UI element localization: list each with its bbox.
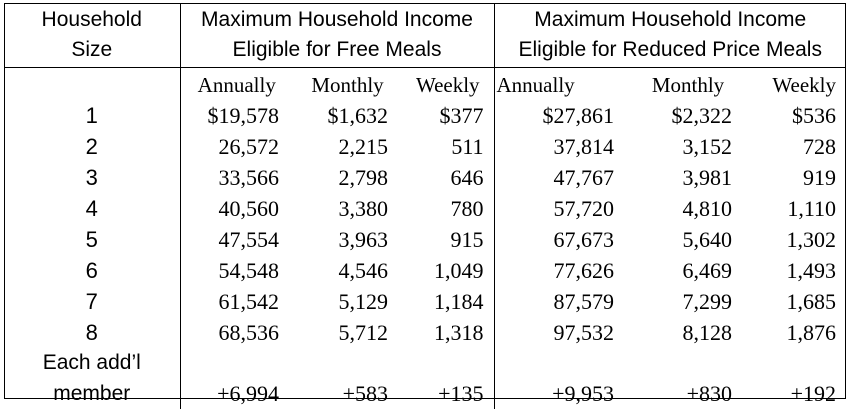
additional-member-row — [4, 378, 846, 409]
reduced-annual-cell: 97,532 — [494, 317, 630, 348]
free-annually-header: Annually — [180, 68, 293, 101]
reduced-weekly-header: Weekly — [772, 73, 836, 97]
additional-member-label-line2: member — [53, 382, 131, 405]
household-size-cell: 7 — [85, 289, 98, 314]
reduced-monthly-additional-cell: +830 — [686, 381, 732, 406]
reduced-weekly-cell: 1,685 — [786, 289, 836, 314]
reduced-monthly-cell: 6,469 — [682, 258, 732, 283]
household-size-cell: 3 — [85, 165, 98, 190]
table-row — [4, 100, 846, 131]
free-annual-cell: 61,542 — [180, 286, 293, 317]
free-weekly-cell: 1,049 — [434, 258, 484, 283]
reduced-annual-cell: 47,767 — [494, 162, 630, 193]
free-weekly-cell: $377 — [439, 103, 484, 128]
free-annual-additional-cell: +6,994 — [180, 378, 293, 409]
reduced-weekly-cell: 1,110 — [787, 196, 836, 221]
household-size-header: Household Size — [4, 3, 180, 68]
household-size-cell: 4 — [85, 196, 98, 221]
additional-member-label-line1: Each add’l — [42, 351, 141, 374]
reduced-monthly-cell: 4,810 — [682, 196, 732, 221]
household-size-cell: 5 — [85, 227, 98, 252]
free-monthly-header: Monthly — [311, 73, 384, 97]
reduced-annually-header: Annually — [494, 68, 630, 101]
reduced-monthly-header: Monthly — [651, 73, 725, 97]
table-row — [4, 317, 846, 348]
free-weekly-cell: 780 — [450, 196, 484, 221]
free-annual-cell: $19,578 — [180, 100, 293, 131]
household-size-cell: 6 — [85, 258, 98, 283]
table-row — [4, 131, 846, 162]
reduced-annual-cell: 87,579 — [494, 286, 630, 317]
reduced-monthly-cell: 3,152 — [682, 134, 732, 159]
reduced-weekly-cell: 728 — [803, 134, 836, 159]
reduced-weekly-cell: $536 — [792, 103, 836, 128]
free-monthly-cell: 3,380 — [338, 196, 388, 221]
free-weekly-cell: 511 — [451, 134, 484, 159]
income-eligibility-table — [4, 3, 846, 409]
free-weekly-header: Weekly — [415, 73, 480, 97]
free-annual-cell: 26,572 — [180, 131, 293, 162]
reduced-meals-header: Maximum Household Income Eligible for Reduced Price Meals — [494, 3, 846, 68]
reduced-weekly-cell: 1,876 — [786, 320, 836, 345]
reduced-annual-cell: 57,720 — [494, 193, 630, 224]
reduced-weekly-additional-cell: +192 — [790, 381, 836, 406]
reduced-monthly-cell: $2,322 — [671, 103, 732, 128]
free-monthly-cell: 5,129 — [338, 289, 388, 314]
subheader-row — [4, 68, 846, 101]
free-monthly-cell: 5,712 — [338, 320, 388, 345]
reduced-monthly-cell: 8,128 — [682, 320, 732, 345]
table-row — [4, 255, 846, 286]
free-monthly-cell: 2,798 — [338, 165, 388, 190]
free-monthly-cell: 3,963 — [338, 227, 388, 252]
table-row — [4, 162, 846, 193]
reduced-annual-cell: 67,673 — [494, 224, 630, 255]
additional-member-label-row — [4, 348, 846, 378]
free-monthly-cell: $1,632 — [327, 103, 388, 128]
free-annual-cell: 47,554 — [180, 224, 293, 255]
free-weekly-cell: 1,318 — [434, 320, 484, 345]
reduced-weekly-cell: 1,493 — [786, 258, 836, 283]
household-size-cell: 1 — [85, 103, 98, 128]
reduced-annual-cell: 77,626 — [494, 255, 630, 286]
subheader-blank — [4, 68, 180, 101]
reduced-monthly-cell: 7,299 — [682, 289, 732, 314]
reduced-monthly-cell: 3,981 — [682, 165, 732, 190]
table-row — [4, 286, 846, 317]
free-weekly-cell: 646 — [450, 165, 484, 190]
free-annual-cell: 40,560 — [180, 193, 293, 224]
free-monthly-cell: 4,546 — [338, 258, 388, 283]
reduced-monthly-cell: 5,640 — [682, 227, 732, 252]
reduced-weekly-cell: 919 — [803, 165, 836, 190]
table-row — [4, 193, 846, 224]
free-meals-header: Maximum Household Income Eligible for Free Meals — [180, 3, 494, 68]
reduced-annual-additional-cell: +9,953 — [494, 378, 630, 409]
table-row — [4, 224, 846, 255]
reduced-annual-cell: 37,814 — [494, 131, 630, 162]
household-size-cell: 8 — [85, 320, 98, 345]
free-weekly-additional-cell: +135 — [438, 381, 484, 406]
reduced-annual-cell: $27,861 — [494, 100, 630, 131]
free-weekly-cell: 915 — [450, 227, 484, 252]
free-annual-cell: 33,566 — [180, 162, 293, 193]
reduced-weekly-cell: 1,302 — [786, 227, 836, 252]
household-size-cell: 2 — [85, 134, 98, 159]
free-weekly-cell: 1,184 — [434, 289, 484, 314]
free-annual-cell: 54,548 — [180, 255, 293, 286]
free-annual-cell: 68,536 — [180, 317, 293, 348]
free-monthly-additional-cell: +583 — [342, 381, 388, 406]
header-row — [4, 3, 846, 68]
free-monthly-cell: 2,215 — [338, 134, 388, 159]
